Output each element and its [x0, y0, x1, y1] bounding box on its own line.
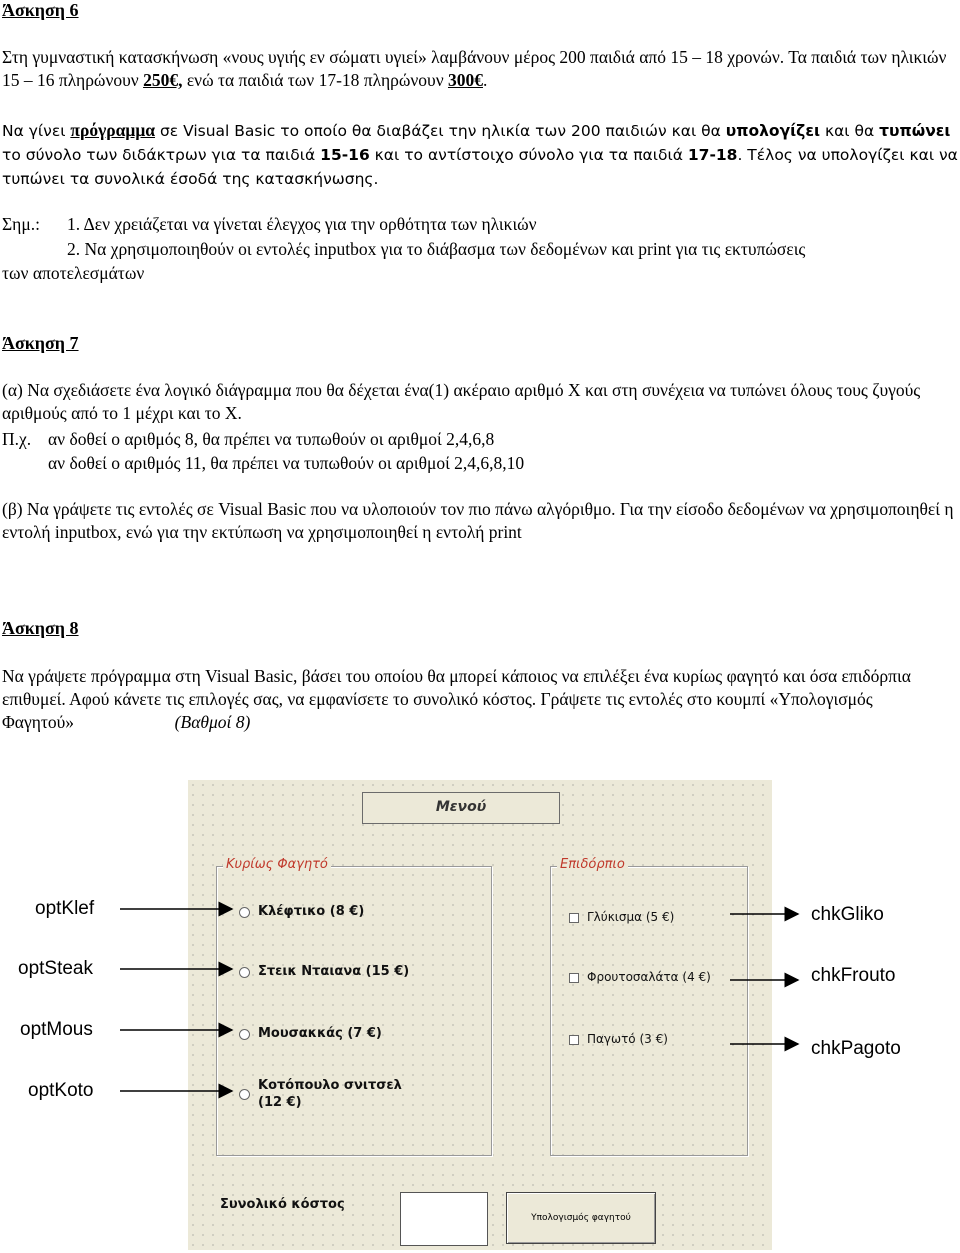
- callout-optkoto: optKoto: [28, 1080, 94, 1101]
- check-frouto[interactable]: Φρουτοσαλάτα (4 €): [569, 969, 711, 986]
- exercise-8-text: Να γράψετε πρόγραμμα στη Visual Basic, βάσει του οποίου θα μπορεί κάποιος να επιλέξει ένα κυρίως φαγητό και όσα επιδόρπια επιθυμεί. Αφού κάνετε τις επιλογές σας, να εμφανίσετε το συνολικό κόστος. Γράψετε τις εντολές στο κουμπί «Υπολογισμός Φαγητού» (Βαθμοί 8): [2, 666, 911, 732]
- radio-icon[interactable]: [239, 967, 250, 978]
- dessert-frame-title: Επιδόρπιο: [557, 857, 628, 872]
- total-cost-textbox[interactable]: [400, 1192, 488, 1246]
- note-label: Σημ.:: [2, 214, 40, 234]
- radio-icon[interactable]: [239, 907, 250, 918]
- calculate-meal-button[interactable]: Υπολογισμός φαγητού: [506, 1192, 656, 1244]
- check-gliko[interactable]: Γλύκισμα (5 €): [569, 909, 674, 926]
- callout-optklef: optKlef: [35, 898, 95, 919]
- option-steak[interactable]: Στεικ Νταιανα (15 €): [239, 963, 409, 980]
- option-kotopoulo[interactable]: Κοτόπουλο σνιτσελ (12 €): [239, 1077, 402, 1111]
- radio-icon[interactable]: [239, 1029, 250, 1040]
- callout-chkfrouto: chkFrouto: [811, 965, 896, 986]
- check-pagoto[interactable]: Παγωτό (3 €): [569, 1031, 668, 1048]
- checkbox-icon[interactable]: [569, 913, 579, 923]
- callout-chkgliko: chkGliko: [811, 904, 884, 925]
- exercise-6-paragraph-1: Στη γυμναστική κατασκήνωση «νους υγιής εν σώματι υγιεί» λαμβάνουν μέρος 200 παιδιά από 15 – 18 χρονών. Τα παιδιά των ηλικιών 15 – 16 πληρώνουν 250€, ενώ τα παιδιά των 17-18 πληρώνουν 300€.: [2, 47, 947, 90]
- callout-chkpagoto: chkPagoto: [811, 1038, 901, 1059]
- menu-title-label: Μενού: [362, 792, 560, 824]
- example-1: αν δοθεί ο αριθμός 8, θα πρέπει να τυπωθούν οι αριθμοί 2,4,6,8: [48, 429, 495, 449]
- main-course-frame: [216, 857, 492, 1156]
- checkbox-icon[interactable]: [569, 973, 579, 983]
- exercise-6-paragraph-2: Να γίνει πρόγραμμα σε Visual Basic το οποίο θα διαβάζει την ηλικία των 200 παιδιών και θα υπολογίζει και θα τυπώνει το σύνολο των διδάκτρων για τα παιδιά 15-16 και το αντίστοιχο σύνολο για τα παιδιά 17-18. Τέλος να υπολογίζει και να τυπώνει τα συνολικά έσοδά της κατασκήνωσης.: [2, 120, 958, 188]
- exercise-6-heading: Άσκηση 6: [2, 0, 79, 20]
- callout-optsteak: optSteak: [18, 958, 93, 979]
- radio-icon[interactable]: [239, 1089, 250, 1100]
- option-mousakas[interactable]: Μουσακκάς (7 €): [239, 1025, 382, 1042]
- main-course-frame-title: Κυρίως Φαγητό: [223, 857, 331, 872]
- dessert-frame: [550, 857, 748, 1156]
- example-2: αν δοθεί ο αριθμός 11, θα πρέπει να τυπωθούν οι αριθμοί 2,4,6,8,10: [48, 453, 525, 473]
- total-cost-label: Συνολικό κόστος: [220, 1197, 345, 1212]
- exercise-7-part-a: (α) Να σχεδιάσετε ένα λογικό διάγραμμα που θα δέχεται ένα(1) ακέραιο αριθμό Χ και στη συνέχεια να τυπώνει όλους τους ζυγούς αριθμούς από το 1 μέχρι και το Χ.: [2, 380, 921, 423]
- exercise-7-part-b: (β) Να γράψετε τις εντολές σε Visual Basic που να υλοποιούν τον πιο πάνω αλγόριθμο. Για την είσοδο δεδομένων να χρησιμοποιηθεί η εντολή inputbox, ενώ για την εκτύπωση να χρησιμοποιηθεί η εντολή print: [2, 499, 954, 542]
- checkbox-icon[interactable]: [569, 1035, 579, 1045]
- exercise-7-heading: Άσκηση 7: [2, 333, 79, 353]
- callout-optmous: optMous: [20, 1019, 93, 1040]
- exercise-8-heading: Άσκηση 8: [2, 618, 79, 638]
- example-label: Π.χ.: [2, 429, 32, 449]
- note-2-continued: των αποτελεσμάτων: [2, 263, 145, 283]
- vb-form-screenshot: [188, 780, 772, 1250]
- note-1: 1. Δεν χρειάζεται να γίνεται έλεγχος για την ορθότητα των ηλικιών: [67, 214, 537, 234]
- note-2: 2. Να χρησιμοποιηθούν οι εντολές inputbox για το διάβασμα των δεδομένων και print για τις εκτυπώσεις: [67, 239, 806, 259]
- option-kleftiko[interactable]: Κλέφτικο (8 €): [239, 903, 364, 920]
